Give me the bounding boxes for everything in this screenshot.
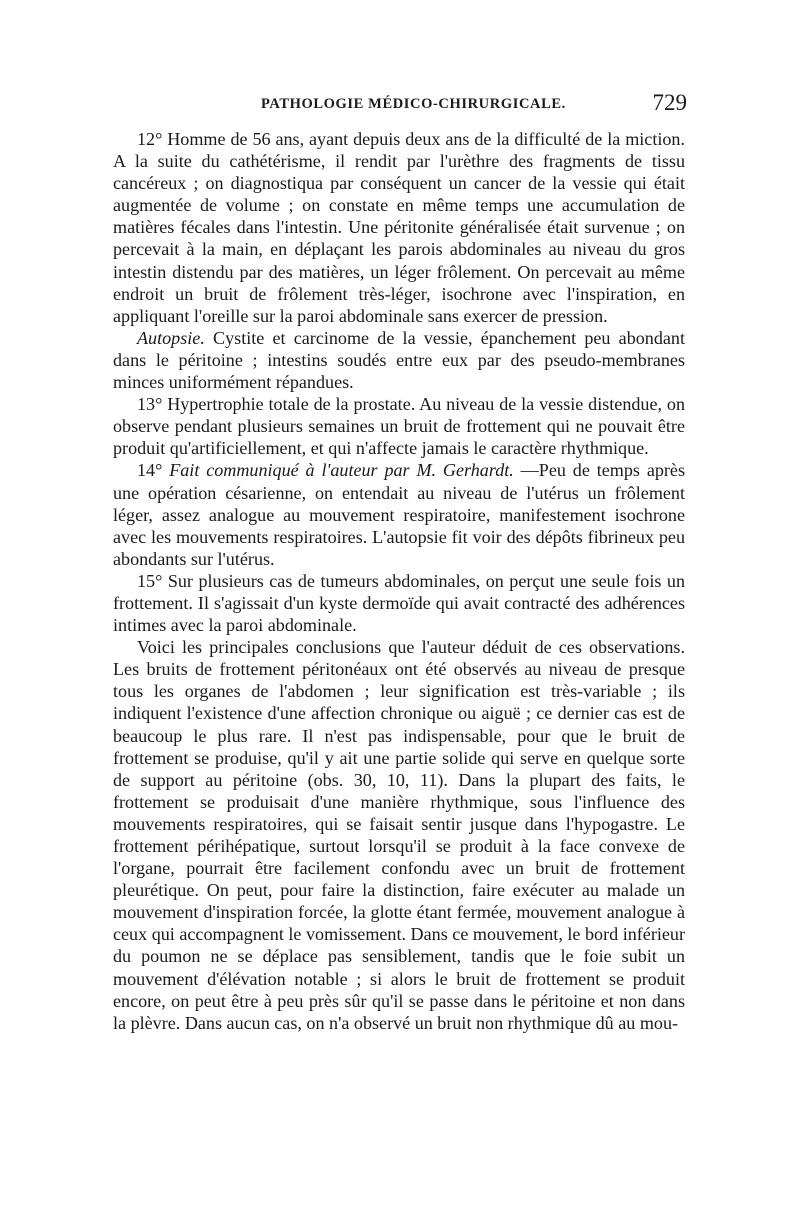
paragraph-observation-14 [113,459,685,569]
paragraph-observation-13 [113,393,685,459]
paragraph-text: 13° Hypertrophie totale de la prostate. Au niveau de la vessie distendue, on observe pendant plusieurs semaines un bruit de frottement qui ne pouvait être produit qu'artificiellement, et qui n'affecte jamais le caractère rhythmique. [113,394,685,459]
observation-number: 14° [137,460,170,481]
paragraph-text: —Peu de temps après une opération césarienne, on entendait au niveau de l'utérus un frôlement léger, assez analogue au mouvement respiratoire, manifestement isochrone avec les mouvements respiratoires. L'autopsie fit voir des dépôts fibrineux peu abondants sur l'utérus. [113,460,685,569]
paragraph-text: Cystite et carcinome de la vessie, épanchement peu abondant dans le péritoine ; intestins soudés entre eux par des pseudo-membranes minces uniformément répandues. [113,327,685,393]
running-title: PATHOLOGIE MÉDICO-CHIRURGICALE. [261,96,566,112]
page-number: 729 [652,90,687,115]
autopsy-label: Autopsie. [137,327,205,348]
paragraph-observation-15 [113,570,685,636]
page-header [113,90,687,128]
paragraph-conclusions [113,636,685,1034]
page-body [113,128,685,1034]
paragraph-text: Voici les principales conclusions que l'auteur déduit de ces observations. Les bruits de frottement péritonéaux ont été observés au niveau de presque tous les organes de l'abdomen ; leur signification est très-variable ; ils indiquent l'existence d'une affection chronique ou aiguë ; ce dernier cas est de beaucoup le plus rare. Il n'est pas indispensable, pour que le bruit de frottement se produise, qu'il y ait une partie solide qui serve en quelque sorte de support au péritoine (obs. 30, 10, 11). Dans la plupart des faits, le frottement se produisait d'une manière rhythmique, sous l'influence des mouvements respiratoires, qui se faisait sentir jusque dans l'hypogastre. Le frottement périhépatique, surtout lorsqu'il se produit à la face convexe de l'organe, pourrait être facilement confondu avec un bruit de frottement pleurétique. On peut, pour faire la distinction, faire exécuter au malade un mouvement d'inspiration forcée, la glotte étant fermée, mouvement analogue à ceux qui accompagnent le vomissement. Dans ce mouvement, le bord inférieur du poumon ne se déplace pas sensiblement, tandis que le foie subit un mouvement d'élévation notable ; si alors le bruit de frottement se produit encore, on peut être à peu près sûr qu'il se passe dans le péritoine et non dans la plèvre. Dans aucun cas, on n'a observé un bruit non rhythmique dû au mou- [113,637,685,1033]
paragraph-autopsy [113,327,685,393]
book-page [113,90,687,1034]
observation-source: Fait communiqué à l'auteur par M. Gerhardt. [169,460,514,481]
paragraph-observation-12 [113,128,685,327]
paragraph-text: 12° Homme de 56 ans, ayant depuis deux ans de la difficulté de la miction. A la suite du cathétérisme, il rendit par l'urèthre des fragments de tissu cancéreux ; on diagnostiqua par conséquent un cancer de la vessie qui était augmentée de volume ; on constate en même temps une accumulation de matières fécales dans l'intestin. Une péritonite généralisée était survenue ; on percevait à la main, en déplaçant les parois abdominales au niveau du gros intestin distendu par des matières, un léger frôlement. On percevait au même endroit un bruit de frôlement très-léger, isochrone avec l'inspiration, en appliquant l'oreille sur la paroi abdominale sans exercer de pression. [113,129,685,326]
paragraph-text: 15° Sur plusieurs cas de tumeurs abdominales, on perçut une seule fois un frottement. Il s'agissait d'un kyste dermoïde qui avait contracté des adhérences intimes avec la paroi abdominale. [113,570,685,636]
